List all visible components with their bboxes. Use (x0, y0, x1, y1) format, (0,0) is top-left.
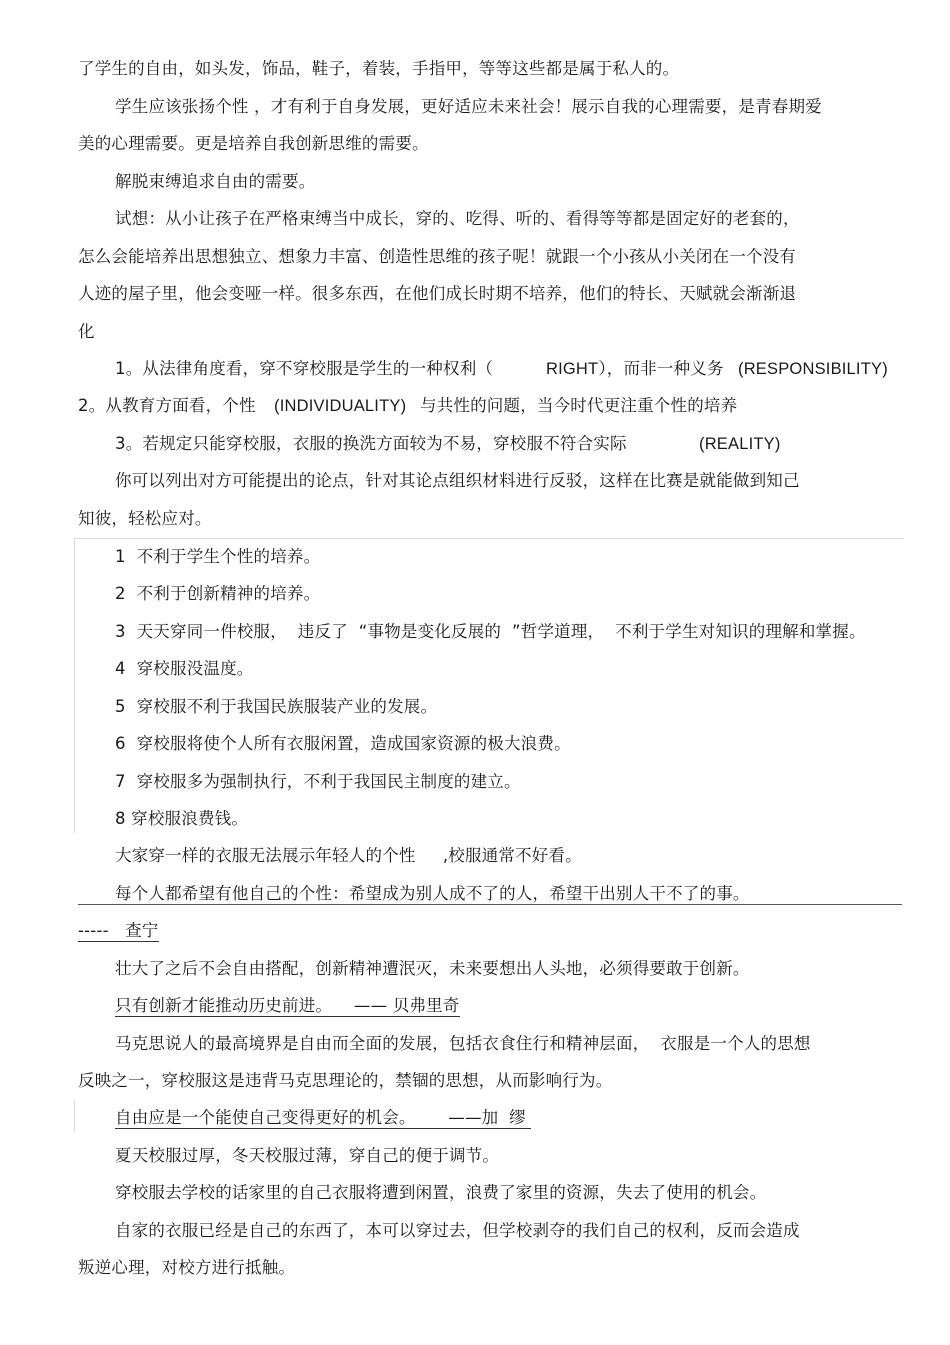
list-item: 5 穿校服不利于我国民族服装产业的发展。 (115, 697, 438, 716)
list-item: 7 穿校服多为强制执行，不利于我国民主制度的建立。 (115, 772, 521, 791)
point-2-text-2: 与共性的问题，当今时代更注重个性的培养 (420, 396, 738, 415)
paragraph-line: 自家的衣服已经是自己的东西了，本可以穿过去，但学校剥夺的我们自己的权利，反而会造成 (115, 1221, 800, 1240)
quote-text: 每个人都希望有他自己的个性：希望成为别人成不了的人，希望干出别人干不了的事。 (115, 884, 750, 903)
list-item: 4 穿校服没温度。 (115, 659, 254, 678)
paragraph-line: 你可以列出对方可能提出的论点，针对其论点组织材料进行反驳，这样在比赛是就能做到知己 (115, 471, 800, 490)
paragraph-line: 叛逆心理，对校方进行抵触。 (78, 1258, 296, 1277)
list-item: 8 穿校服浪费钱。 (115, 809, 249, 828)
paragraph-line: 马克思说人的最高境界是自由而全面的发展，包括衣食住行和精神层面， 衣服是一个人的思想 (115, 1034, 811, 1053)
point-1-english-2: (RESPONSIBILITY) (738, 360, 888, 378)
paragraph-line: 穿校服去学校的话家里的自己衣服将遭到闲置，浪费了家里的资源，失去了使用的机会。 (115, 1183, 767, 1202)
quote-line: 只有创新才能推动历史前进。 —— 贝弗里奇 (115, 996, 460, 1015)
point-1-english: RIGHT），而非一种义务 (546, 360, 724, 378)
paragraph-line: 大家穿一样的衣服无法展示年轻人的个性 ,校服通常不好看。 (115, 846, 582, 865)
paragraph-line: 美的心理需要。更是培养自我创新思维的需要。 (78, 134, 429, 153)
paragraph-line: 人迹的屋子里，他会变哑一样。很多东西，在他们成长时期不培养，他们的特长、天赋就会渐渐退 (78, 284, 797, 303)
paragraph-line: 学生应该张扬个性 ，才有利于自身发展，更好适应未来社会！展示自我的心理需要，是青春期爱 (115, 97, 822, 116)
list-item: 6 穿校服将使个人所有衣服闲置，造成国家资源的极大浪费。 (115, 734, 571, 753)
paragraph-line: 化 (78, 322, 95, 341)
quote-underline (78, 904, 902, 905)
list-item: 2 不利于创新精神的培养。 (115, 584, 321, 603)
paragraph-line: 反映之一，穿校服这是违背马克思理论的，禁锢的思想，从而影响行为。 (78, 1071, 613, 1090)
point-3-english: (REALITY) (699, 435, 781, 453)
point-1-text: 1。从法律角度看，穿不穿校服是学生的一种权利（ (115, 359, 494, 378)
quote-line: 自由应是一个能使自己变得更好的机会。 ——加 缪 (115, 1108, 532, 1127)
point-3-text: 3。若规定只能穿校服，衣服的换洗方面较为不易，穿校服不符合实际 (115, 434, 627, 453)
list-box-left-border (74, 538, 75, 833)
paragraph-line: 怎么会能培养出思想独立、想象力丰富、创造性思维的孩子呢！就跟一个小孩从小关闭在一个没有 (78, 247, 797, 266)
paragraph-line: 知彼，轻松应对。 (78, 509, 212, 528)
quote-author: ----- 查宁 (78, 921, 159, 940)
list-item: 1 不利于学生个性的培养。 (115, 547, 321, 566)
point-2-english: (INDIVIDUALITY) (274, 397, 407, 415)
paragraph-line: 夏天校服过厚，冬天校服过薄，穿自己的便于调节。 (115, 1146, 500, 1165)
paragraph-line: 了学生的自由，如头发，饰品，鞋子，着装，手指甲，等等这些都是属于私人的。 (78, 59, 680, 78)
list-item: 3 天天穿同一件校服， 违反了 “事物是变化反展的 ”哲学道理， 不利于学生对知识的理解和掌握。 (115, 622, 866, 641)
paragraph-line: 解脱束缚追求自由的需要。 (115, 172, 316, 191)
list-box-top-border (74, 538, 904, 539)
paragraph-line: 试想：从小让孩子在严格束缚当中成长，穿的、吃得、听的、看得等等都是固定好的老套的， (115, 209, 800, 228)
paragraph-line: 壮大了之后不会自由搭配，创新精神遭泯灭，未来要想出人头地，必须得要敢于创新。 (115, 959, 750, 978)
point-2-text: 2。从教育方面看，个性 (78, 396, 256, 415)
quote-left-border (74, 1100, 75, 1132)
